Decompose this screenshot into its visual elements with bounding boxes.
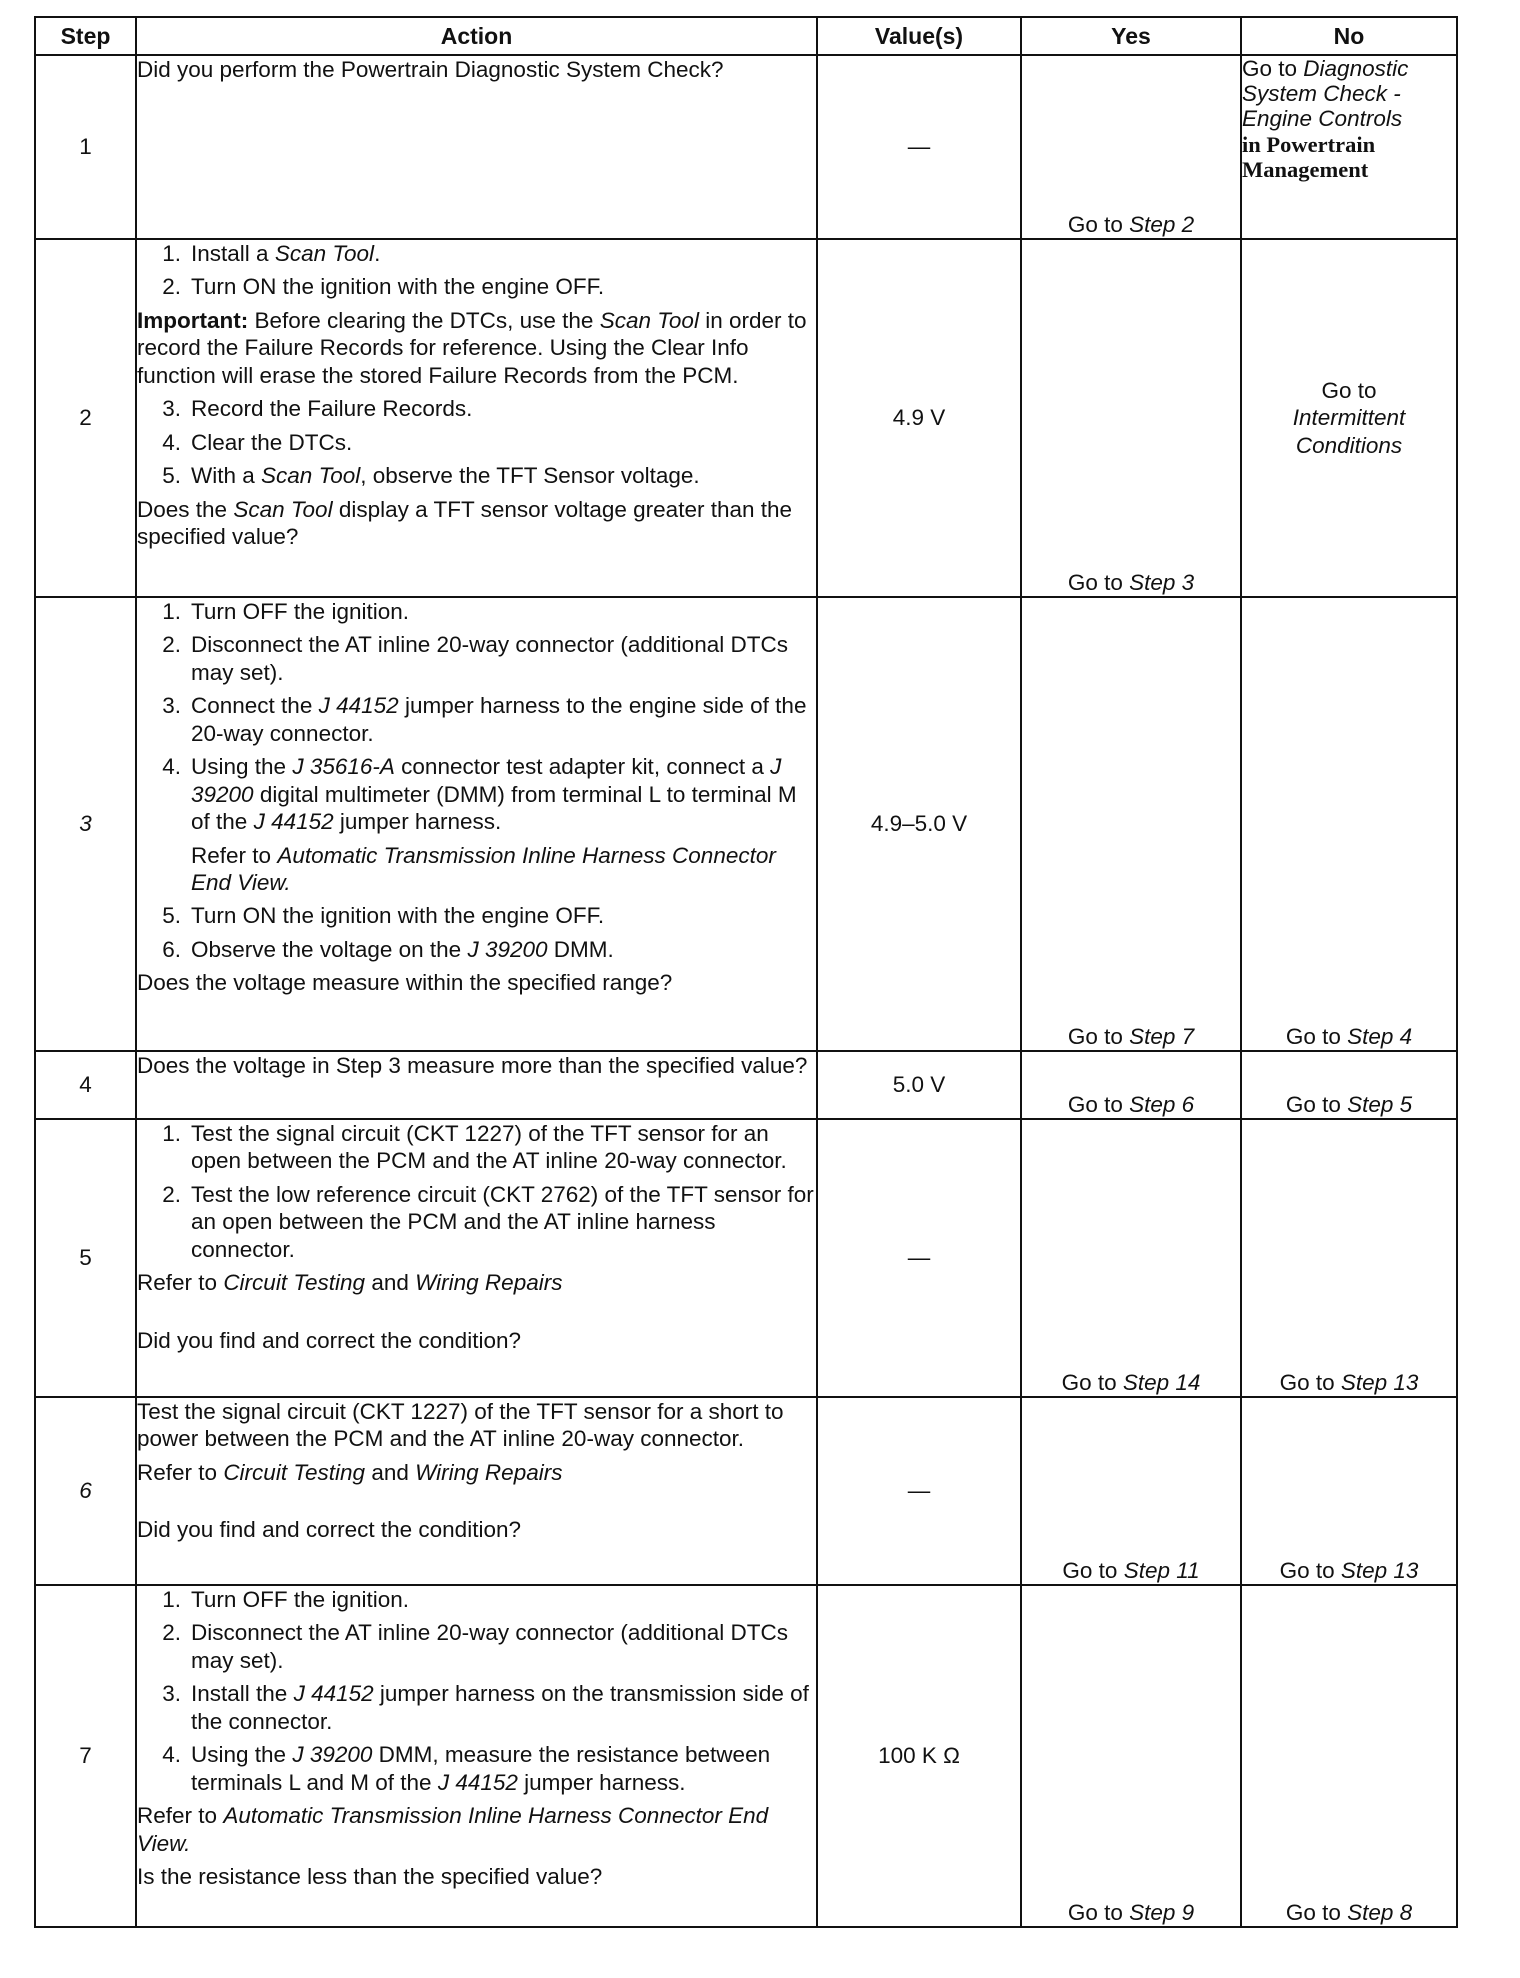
- list-item: [137, 1680, 816, 1735]
- list-item: [137, 598, 816, 625]
- yes-cell: [1021, 239, 1241, 597]
- no-step-link[interactable]: Step 4: [1347, 1023, 1413, 1049]
- no-cell: [1241, 1397, 1457, 1585]
- yes-cell: [1021, 597, 1241, 1051]
- refer-note: [137, 842, 816, 897]
- yes-cell: [1021, 55, 1241, 239]
- list-item: [137, 273, 816, 300]
- wiring-repairs-link[interactable]: Wiring Repairs: [415, 1459, 563, 1485]
- goto-text: Go to: [1062, 1557, 1118, 1583]
- yes-step-link[interactable]: Step 2: [1129, 211, 1195, 237]
- item-number: 4.: [162, 1742, 181, 1768]
- step-number: 2: [35, 239, 136, 597]
- value-cell: —: [817, 1397, 1021, 1585]
- item-text: Turn ON the ignition with the engine OFF.: [191, 903, 605, 929]
- goto-text: Go to: [1285, 1091, 1341, 1117]
- no-cell: [1241, 1119, 1457, 1397]
- item-text: Turn ON the ignition with the engine OFF.: [191, 274, 605, 300]
- tool-link-j44152[interactable]: J 44152: [293, 1681, 374, 1707]
- table-row-step-2: [35, 239, 1457, 597]
- action-cell: [136, 1397, 817, 1585]
- step-number: 3: [35, 597, 136, 1051]
- goto-text: Go to: [1242, 56, 1298, 81]
- item-number: 3.: [162, 396, 181, 422]
- list-item: [137, 753, 816, 835]
- note-text: in order to record the Failure Records for reference. Using the Clear Info function will erase the stored Failure Records from the PCM.: [137, 307, 807, 388]
- no-cell: [1241, 55, 1457, 239]
- circuit-testing-link[interactable]: Circuit Testing: [223, 1459, 366, 1485]
- refer-text: Refer to: [191, 842, 272, 868]
- no-step-link[interactable]: Step 8: [1347, 1899, 1413, 1925]
- tool-link-j35616a[interactable]: J 35616-A: [292, 754, 395, 780]
- step-number: 5: [35, 1119, 136, 1397]
- item-number: 1.: [162, 1587, 181, 1612]
- refer-text: Refer to: [137, 1270, 218, 1296]
- tool-link-j39200[interactable]: J 39200: [467, 936, 548, 962]
- yes-cell: [1021, 1585, 1241, 1927]
- action-cell: [136, 1119, 817, 1397]
- item-text: Using the: [191, 754, 287, 780]
- item-text: Test the signal circuit (CKT 1227) of the TFT sensor for an open between the PCM and the AT inline 20-way connector.: [191, 1121, 787, 1174]
- yes-step-link[interactable]: Step 6: [1129, 1091, 1195, 1117]
- diagnostic-table: [34, 16, 1458, 1928]
- item-text: DMM.: [553, 936, 614, 962]
- list-item: [137, 429, 816, 456]
- list-item: [137, 936, 816, 963]
- no-step-link[interactable]: Step 13: [1340, 1557, 1419, 1583]
- refer-text: and: [371, 1270, 409, 1296]
- tool-link-j44152[interactable]: J 44152: [253, 809, 334, 835]
- item-number: 4.: [162, 754, 181, 780]
- item-text: Turn OFF the ignition.: [191, 1587, 410, 1612]
- instruction-list: [137, 240, 816, 301]
- list-item: [137, 1120, 816, 1175]
- question-text: [137, 496, 816, 551]
- important-note: [137, 307, 816, 389]
- item-text: Disconnect the AT inline 20-way connector (additional DTCs may set).: [191, 632, 788, 685]
- yes-step-link[interactable]: Step 14: [1122, 1369, 1201, 1395]
- value-cell: 4.9–5.0 V: [817, 597, 1021, 1051]
- instruction-list: [137, 1586, 816, 1796]
- question-part: display a TFT sensor voltage greater than the specified value?: [137, 496, 793, 549]
- goto-text: Go to: [1067, 569, 1123, 595]
- list-item: [137, 240, 816, 267]
- connector-end-view-link[interactable]: Automatic Transmission Inline Harness Connector End View.: [137, 1803, 769, 1856]
- item-text: connector test adapter kit, connect a: [401, 754, 764, 780]
- yes-step-link[interactable]: Step 9: [1129, 1899, 1195, 1925]
- header-action: Action: [136, 17, 817, 55]
- item-text: Using the: [191, 1742, 287, 1768]
- question-text: Did you find and correct the condition?: [137, 1517, 521, 1543]
- value-cell: 4.9 V: [817, 239, 1021, 597]
- scan-tool-link[interactable]: Scan Tool: [599, 307, 699, 333]
- list-item: [137, 462, 816, 489]
- header-values: Value(s): [817, 17, 1021, 55]
- yes-step-link[interactable]: Step 3: [1129, 569, 1195, 595]
- value-cell: 5.0 V: [817, 1051, 1021, 1119]
- value-cell: —: [817, 1119, 1021, 1397]
- question-part: Does the: [137, 496, 228, 522]
- intermittent-conditions-link[interactable]: Intermittent Conditions: [1292, 405, 1406, 458]
- item-number: 1.: [162, 1121, 181, 1146]
- goto-text: Go to: [1285, 1023, 1341, 1049]
- action-cell: [136, 239, 817, 597]
- no-step-link[interactable]: Step 5: [1347, 1091, 1413, 1117]
- header-no: No: [1241, 17, 1457, 55]
- yes-cell: [1021, 1397, 1241, 1585]
- item-text: .: [374, 241, 381, 266]
- yes-cell: [1021, 1051, 1241, 1119]
- list-item: [137, 1741, 816, 1796]
- item-text: jumper harness on the transmission side of the connector.: [191, 1681, 809, 1734]
- item-number: 1.: [162, 241, 181, 266]
- item-number: 5.: [162, 903, 181, 929]
- goto-text: Go to: [1279, 1369, 1335, 1395]
- list-item: [137, 631, 816, 686]
- header-row: [35, 17, 1457, 55]
- step-number: 1: [35, 55, 136, 239]
- list-item: [137, 1586, 816, 1613]
- item-number: 2.: [162, 274, 181, 300]
- instruction-list: [137, 1120, 816, 1263]
- step-number: 7: [35, 1585, 136, 1927]
- table-row-step-7: [35, 1585, 1457, 1927]
- note-text: Before clearing the DTCs, use the: [254, 307, 594, 333]
- tool-link-j39200[interactable]: J 39200: [292, 1742, 373, 1768]
- question-text: Did you find and correct the condition?: [137, 1327, 521, 1353]
- important-label: Important:: [137, 307, 249, 333]
- no-cell: [1241, 1051, 1457, 1119]
- question-text: Did you perform the Powertrain Diagnostic System Check?: [137, 57, 724, 82]
- instruction-text: Test the signal circuit (CKT 1227) of the TFT sensor for a short to power between the PCM and the AT inline 20-way connector.: [137, 1399, 784, 1452]
- tool-link-j44152[interactable]: J 44152: [318, 693, 399, 719]
- refer-note: [137, 1802, 816, 1857]
- value-cell: 100 K Ω: [817, 1585, 1021, 1927]
- action-cell: [136, 55, 817, 239]
- item-text: jumper harness.: [524, 1769, 686, 1795]
- yes-step-link[interactable]: Step 7: [1129, 1023, 1195, 1049]
- yes-step-link[interactable]: Step 11: [1123, 1557, 1200, 1583]
- no-cell: [1241, 1585, 1457, 1927]
- goto-text: Go to: [1067, 1023, 1123, 1049]
- refer-note: [137, 1269, 816, 1296]
- item-text: With a: [191, 463, 255, 489]
- goto-text: Go to: [1321, 377, 1377, 403]
- refer-note: [137, 1459, 816, 1486]
- header-yes: Yes: [1021, 17, 1241, 55]
- step-number: 6: [35, 1397, 136, 1585]
- scan-tool-link[interactable]: Scan Tool: [233, 496, 333, 522]
- table-row-step-4: [35, 1051, 1457, 1119]
- refer-text: Refer to: [137, 1803, 218, 1829]
- item-text: digital multimeter (DMM) from terminal L to terminal M of the: [191, 781, 797, 835]
- question-text: Is the resistance less than the specified value?: [137, 1863, 603, 1889]
- table-row-step-6: [35, 1397, 1457, 1585]
- item-text: Clear the DTCs.: [191, 429, 353, 455]
- goto-text: Go to: [1061, 1369, 1117, 1395]
- item-number: 4.: [162, 429, 181, 455]
- goto-text: Go to: [1067, 211, 1123, 237]
- action-cell: [136, 1051, 817, 1119]
- scan-tool-link[interactable]: Scan Tool: [274, 241, 375, 266]
- item-number: 2.: [162, 1620, 181, 1646]
- goto-text: Go to: [1067, 1091, 1123, 1117]
- item-text: Observe the voltage on the: [191, 936, 462, 962]
- item-text: Install the: [191, 1681, 288, 1707]
- item-text: Disconnect the AT inline 20-way connector (additional DTCs may set).: [191, 1620, 788, 1673]
- question-text: Does the voltage measure within the specified range?: [137, 970, 673, 996]
- refer-text: Refer to: [137, 1459, 218, 1485]
- goto-text: Go to: [1285, 1899, 1341, 1925]
- no-link-powertrain: in Powertrain Management: [1242, 131, 1376, 182]
- table-row-step-5: [35, 1119, 1457, 1397]
- item-text: Turn OFF the ignition.: [191, 599, 410, 624]
- no-step-link[interactable]: Step 13: [1340, 1369, 1419, 1395]
- no-link-diagnostic-check[interactable]: Diagnostic System Check - Engine Controls: [1242, 56, 1409, 132]
- item-number: 1.: [162, 599, 181, 624]
- wiring-repairs-link[interactable]: Wiring Repairs: [415, 1270, 563, 1296]
- tool-link-j44152[interactable]: J 44152: [437, 1769, 518, 1795]
- no-cell: [1241, 597, 1457, 1051]
- scan-tool-link[interactable]: Scan Tool: [261, 463, 361, 489]
- item-number: 3.: [162, 693, 181, 719]
- table-row-step-3: [35, 597, 1457, 1051]
- goto-text: Go to: [1279, 1557, 1335, 1583]
- list-item: [137, 1619, 816, 1674]
- item-number: 3.: [162, 1681, 181, 1707]
- item-number: 5.: [162, 463, 181, 489]
- no-cell: [1241, 239, 1457, 597]
- refer-text: and: [371, 1459, 409, 1485]
- item-text: Record the Failure Records.: [191, 396, 473, 422]
- item-number: 2.: [162, 1181, 181, 1207]
- instruction-list: [137, 395, 816, 489]
- list-item: [137, 902, 816, 929]
- value-cell: —: [817, 55, 1021, 239]
- item-number: 2.: [162, 632, 181, 658]
- item-text: DMM, measure the resistance between terminals L and M of the: [191, 1742, 771, 1795]
- connector-end-view-link[interactable]: Automatic Transmission Inline Harness Connector End View.: [191, 842, 776, 895]
- question-text: Does the voltage in Step 3 measure more than the specified value?: [137, 1053, 808, 1078]
- instruction-list: [137, 902, 816, 963]
- item-text: Connect the: [191, 693, 313, 719]
- header-step: Step: [35, 17, 136, 55]
- circuit-testing-link[interactable]: Circuit Testing: [223, 1270, 366, 1296]
- yes-cell: [1021, 1119, 1241, 1397]
- tool-link-j39200[interactable]: J 39200: [191, 754, 782, 807]
- table-row-step-1: [35, 55, 1457, 239]
- item-number: 6.: [162, 936, 181, 962]
- list-item: [137, 395, 816, 422]
- list-item: [137, 692, 816, 747]
- step-number: 4: [35, 1051, 136, 1119]
- goto-text: Go to: [1067, 1899, 1123, 1925]
- item-text: jumper harness.: [339, 809, 502, 835]
- item-text: Test the low reference circuit (CKT 2762) of the TFT sensor for an open between the PCM and the AT inline harness connector.: [191, 1181, 814, 1262]
- item-text: Install a: [191, 241, 269, 266]
- list-item: [137, 1181, 816, 1263]
- action-cell: [136, 1585, 817, 1927]
- instruction-list: [137, 598, 816, 836]
- item-text: jumper harness to the engine side of the 20-way connector.: [191, 693, 807, 746]
- action-cell: [136, 597, 817, 1051]
- item-text: , observe the TFT Sensor voltage.: [360, 463, 700, 489]
